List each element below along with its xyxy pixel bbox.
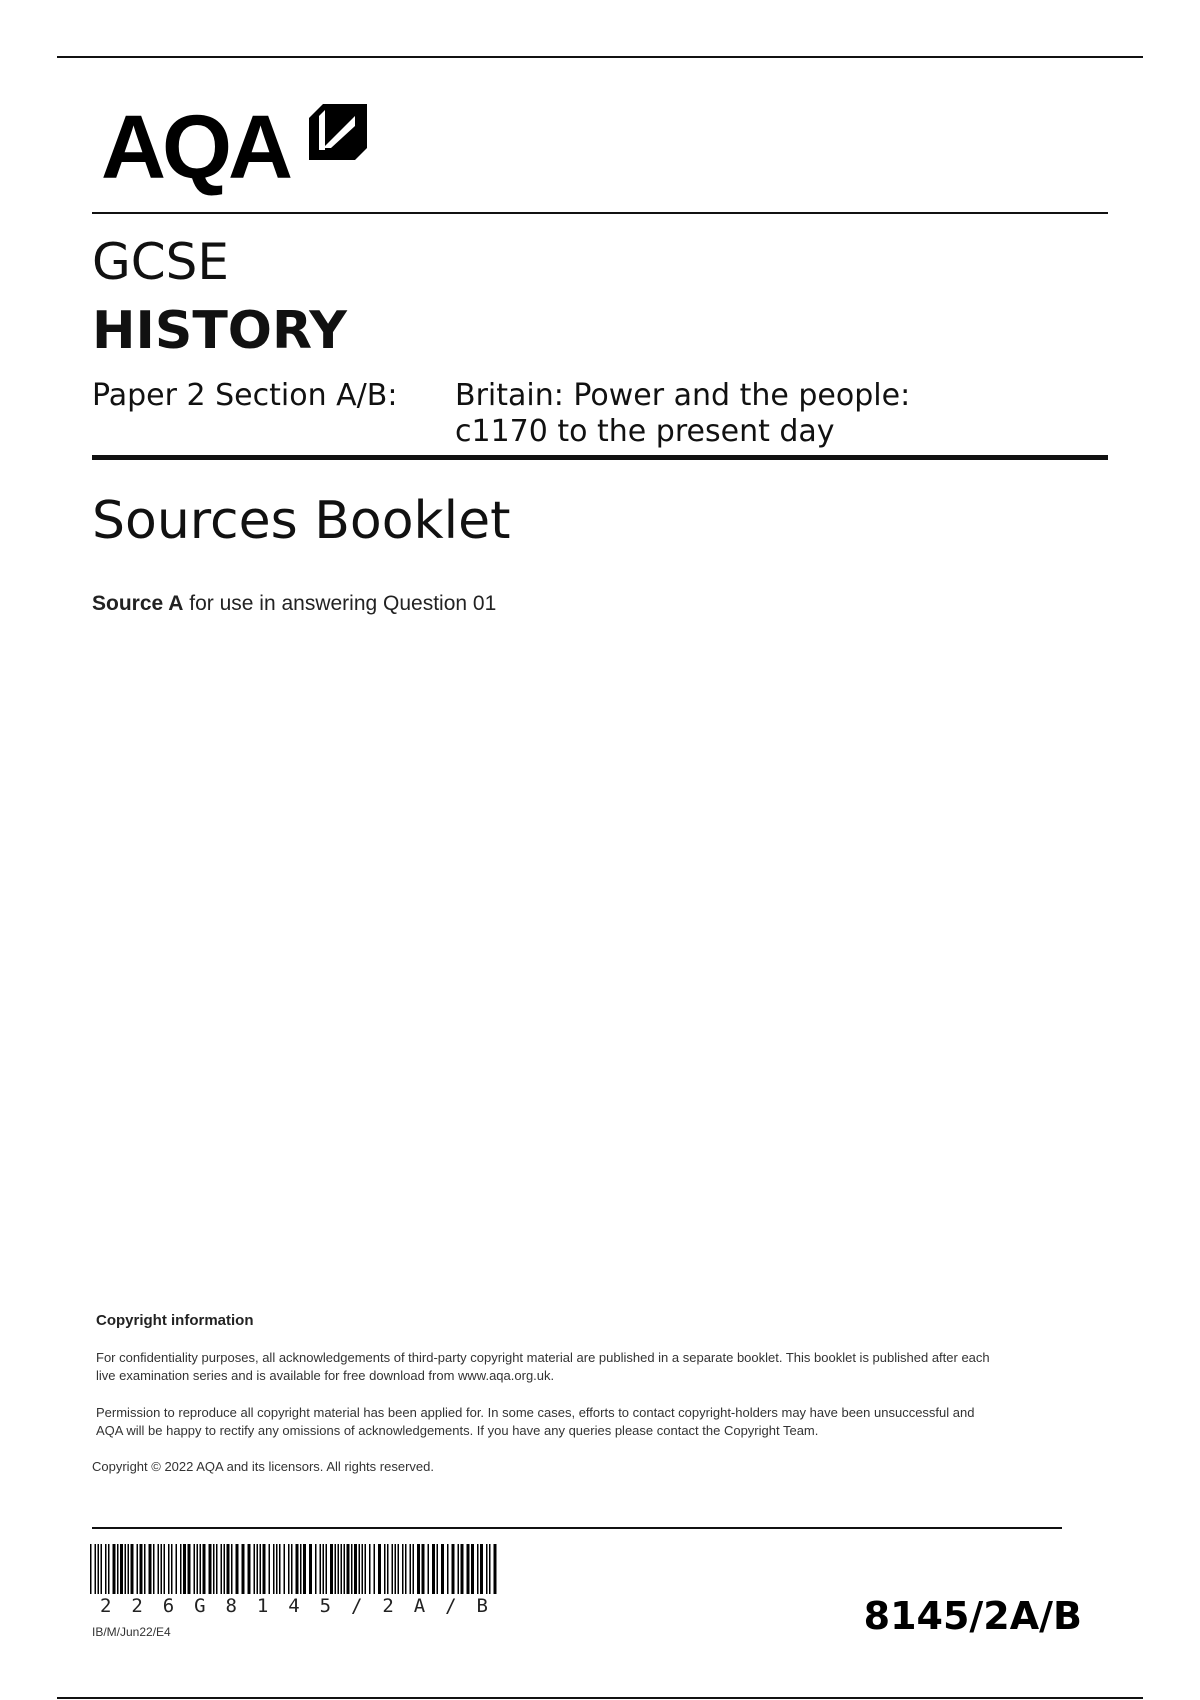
barcode-char: /: [350, 1595, 363, 1617]
subject-title: HISTORY: [92, 301, 347, 361]
title-rule: [92, 455, 1108, 460]
source-instruction-text: for use in answering Question 01: [183, 592, 497, 615]
copyright-line: AQA will be happy to rectify any omissions of acknowledgements. If you have any queries please contact the Copyright Team.: [96, 1423, 819, 1438]
document-reference: IB/M/Jun22/E4: [92, 1625, 171, 1639]
paper-title-line: Britain: Power and the people:: [455, 378, 911, 413]
barcode-char: A: [413, 1595, 426, 1617]
copyright-paragraph: [96, 1404, 1076, 1440]
copyright-line: live examination series and is available for free download from www.aqa.org.uk.: [96, 1368, 555, 1383]
paper-label: Paper 2 Section A/B:: [92, 378, 398, 413]
paper-title: [455, 378, 910, 450]
paper-title-line: c1170 to the present day: [455, 414, 835, 449]
logo-wordmark: AQA: [101, 98, 289, 198]
barcode-char: /: [445, 1595, 457, 1617]
leaf-logo-icon: [309, 104, 367, 160]
source-instruction: [92, 592, 496, 616]
barcode-char: 1: [256, 1595, 269, 1617]
barcode-char: 2: [131, 1595, 143, 1617]
barcode-char: B: [476, 1595, 488, 1617]
barcode-char: 2: [382, 1595, 394, 1617]
page-bottom-rule: [57, 1697, 1143, 1699]
qualification-title: GCSE: [92, 233, 229, 291]
copyright-line: For confidentiality purposes, all acknowledgements of third-party copyright material are published in a separate booklet. This booklet is published after each: [96, 1350, 990, 1365]
header-rule: [92, 212, 1108, 214]
copyright-heading: Copyright information: [96, 1312, 254, 1329]
barcode-char: 8: [225, 1595, 237, 1617]
barcode-char: 6: [162, 1595, 175, 1617]
barcode-char: 4: [288, 1595, 300, 1617]
booklet-title: Sources Booklet: [92, 491, 511, 551]
page-top-rule: [57, 56, 1143, 58]
copyright-paragraph: [96, 1349, 1076, 1385]
barcode-text: [90, 1595, 498, 1617]
barcode-char: 5: [319, 1595, 332, 1617]
barcode: [90, 1544, 498, 1594]
source-label: Source A: [92, 592, 184, 615]
barcode-char: 2: [99, 1595, 112, 1617]
barcode-char: G: [194, 1595, 206, 1617]
footer-rule: [92, 1527, 1062, 1529]
copyright-rights: Copyright © 2022 AQA and its licensors. All rights reserved.: [92, 1459, 434, 1474]
copyright-line: Permission to reproduce all copyright material has been applied for. In some cases, efforts to contact copyright-holders may have been unsuccessful and: [96, 1405, 975, 1420]
paper-code: 8145/2A/B: [863, 1594, 1082, 1638]
